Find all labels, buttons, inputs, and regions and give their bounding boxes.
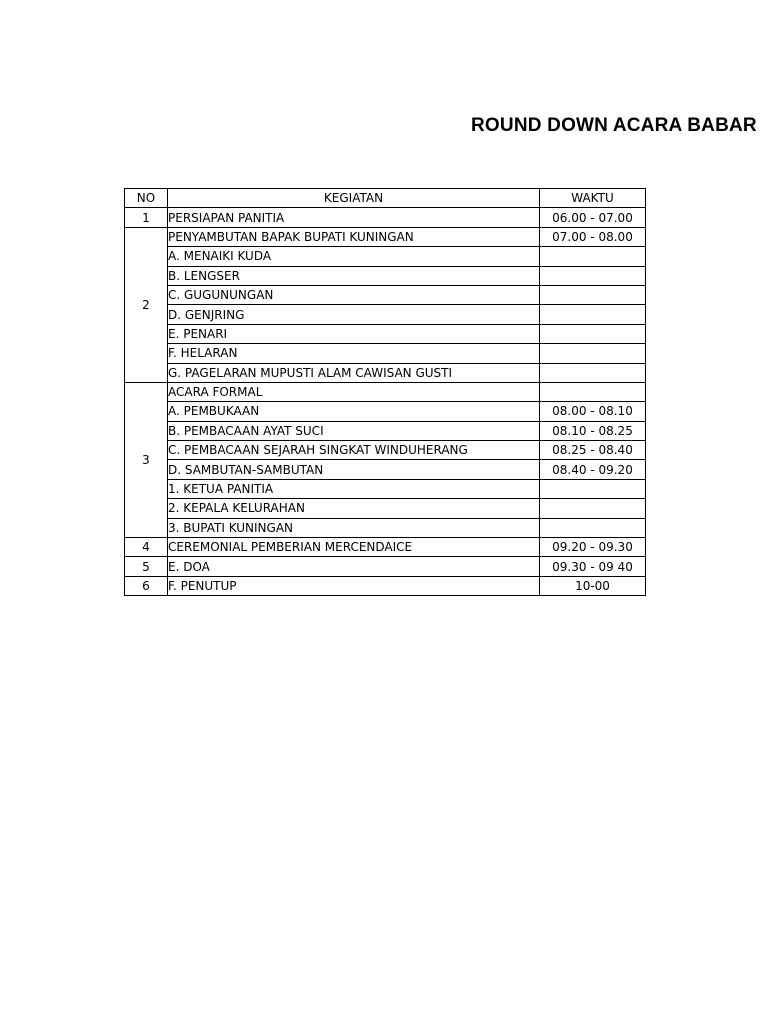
table-row [125, 247, 646, 266]
table-row [125, 305, 646, 324]
waktu-cell: 08.00 - 08.10 [540, 402, 646, 421]
kegiatan-cell: C. GUGUNUNGAN [168, 285, 540, 304]
kegiatan-cell: PERSIAPAN PANITIA [168, 208, 540, 227]
waktu-cell [540, 382, 646, 401]
kegiatan-cell: B. PEMBACAAN AYAT SUCI [168, 421, 540, 440]
kegiatan-cell: G. PAGELARAN MUPUSTI ALAM CAWISAN GUSTI [168, 363, 540, 382]
kegiatan-cell: C. PEMBACAAN SEJARAH SINGKAT WINDUHERANG [168, 441, 540, 460]
kegiatan-cell: E. DOA [168, 557, 540, 576]
waktu-cell [540, 324, 646, 343]
kegiatan-cell: 3. BUPATI KUNINGAN [168, 518, 540, 537]
kegiatan-cell: A. PEMBUKAAN [168, 402, 540, 421]
kegiatan-cell: F. PENUTUP [168, 576, 540, 595]
kegiatan-cell: E. PENARI [168, 324, 540, 343]
kegiatan-cell: CEREMONIAL PEMBERIAN MERCENDAICE [168, 538, 540, 557]
waktu-cell: 09.30 - 09 40 [540, 557, 646, 576]
document-title: ROUND DOWN ACARA BABAR [471, 115, 757, 136]
header-kegiatan: KEGIATAN [168, 189, 540, 208]
waktu-cell: 06.00 - 07.00 [540, 208, 646, 227]
row-number-cell: 1 [125, 208, 168, 227]
kegiatan-cell: D. GENJRING [168, 305, 540, 324]
table-row [125, 266, 646, 285]
table-row [125, 421, 646, 440]
waktu-cell [540, 518, 646, 537]
waktu-cell: 07.00 - 08.00 [540, 227, 646, 246]
waktu-cell: 08.10 - 08.25 [540, 421, 646, 440]
row-number-cell: 6 [125, 576, 168, 595]
table-row [125, 538, 646, 557]
table-row [125, 499, 646, 518]
kegiatan-cell: ACARA FORMAL [168, 382, 540, 401]
waktu-cell: 10-00 [540, 576, 646, 595]
table-row [125, 382, 646, 401]
waktu-cell [540, 344, 646, 363]
waktu-cell [540, 363, 646, 382]
table-row [125, 285, 646, 304]
table-row [125, 227, 646, 246]
table-row [125, 479, 646, 498]
kegiatan-cell: PENYAMBUTAN BAPAK BUPATI KUNINGAN [168, 227, 540, 246]
waktu-cell [540, 499, 646, 518]
waktu-cell: 08.40 - 09.20 [540, 460, 646, 479]
waktu-cell: 08.25 - 08.40 [540, 441, 646, 460]
schedule-table [124, 188, 646, 596]
table-row [125, 460, 646, 479]
header-waktu: WAKTU [540, 189, 646, 208]
kegiatan-cell: B. LENGSER [168, 266, 540, 285]
waktu-cell [540, 247, 646, 266]
kegiatan-cell: A. MENAIKI KUDA [168, 247, 540, 266]
table-row [125, 518, 646, 537]
waktu-cell [540, 479, 646, 498]
table-row [125, 557, 646, 576]
table-row [125, 363, 646, 382]
table-row [125, 402, 646, 421]
row-number-cell: 3 [125, 382, 168, 537]
table-row [125, 324, 646, 343]
kegiatan-cell: 2. KEPALA KELURAHAN [168, 499, 540, 518]
schedule-body [125, 208, 646, 596]
kegiatan-cell: D. SAMBUTAN-SAMBUTAN [168, 460, 540, 479]
kegiatan-cell: F. HELARAN [168, 344, 540, 363]
waktu-cell [540, 305, 646, 324]
row-number-cell: 5 [125, 557, 168, 576]
row-number-cell: 2 [125, 227, 168, 382]
header-no: NO [125, 189, 168, 208]
row-number-cell: 4 [125, 538, 168, 557]
waktu-cell [540, 285, 646, 304]
table-header-row [125, 189, 646, 208]
table-row [125, 208, 646, 227]
table-row [125, 344, 646, 363]
waktu-cell: 09.20 - 09.30 [540, 538, 646, 557]
kegiatan-cell: 1. KETUA PANITIA [168, 479, 540, 498]
waktu-cell [540, 266, 646, 285]
table-row [125, 441, 646, 460]
table-row [125, 576, 646, 595]
